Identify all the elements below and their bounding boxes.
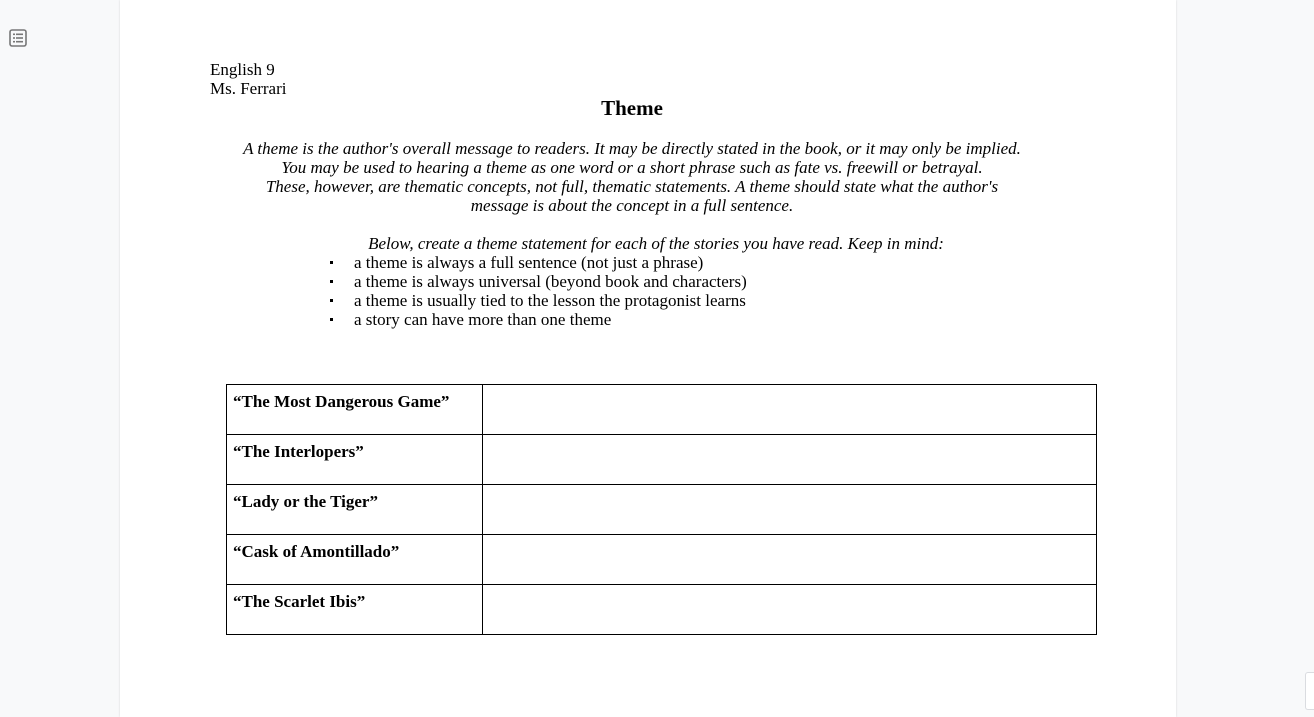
table-row [227,435,1097,485]
intro-line: You may be used to hearing a theme as one word or a short phrase such as fate vs. freewill or betrayal. [281,158,983,177]
story-cell[interactable]: “Cask of Amontillado” [227,535,483,585]
list-item: a theme is always a full sentence (not just a phrase) [330,253,747,272]
theme-cell[interactable] [483,435,1097,485]
list-item: a theme is always universal (beyond book and characters) [330,272,747,291]
document-page[interactable] [120,0,1176,717]
key-points-list [330,253,747,329]
theme-cell[interactable] [483,485,1097,535]
theme-table [226,384,1097,635]
intro-line: message is about the concept in a full sentence. [470,196,794,215]
scrollbar[interactable] [1305,672,1314,710]
story-cell[interactable]: “The Interlopers” [227,435,483,485]
page-title: Theme [601,96,663,120]
theme-cell[interactable] [483,535,1097,585]
intro-line: A theme is the author's overall message to readers. It may be directly stated in the book, or it may only be implied. [243,139,1021,158]
story-cell[interactable]: “The Scarlet Ibis” [227,585,483,635]
course-line: English 9 [210,60,275,79]
instruction-text: Below, create a theme statement for each of the stories you have read. Keep in mind: [368,234,944,253]
teacher-line: Ms. Ferrari [210,79,287,98]
intro-line: These, however, are thematic concepts, not full, thematic statements. A theme should state what the author's [265,177,999,196]
table-row [227,535,1097,585]
story-cell[interactable]: “The Most Dangerous Game” [227,385,483,435]
list-item: a story can have more than one theme [330,310,747,329]
list-item: a theme is usually tied to the lesson the protagonist learns [330,291,747,310]
theme-cell[interactable] [483,385,1097,435]
story-cell[interactable]: “Lady or the Tiger” [227,485,483,535]
document-header [210,60,286,98]
theme-cell[interactable] [483,585,1097,635]
table-row [227,385,1097,435]
intro-paragraph [210,139,1054,215]
document-outline-icon[interactable] [9,29,27,47]
table-row [227,585,1097,635]
table-row [227,485,1097,535]
